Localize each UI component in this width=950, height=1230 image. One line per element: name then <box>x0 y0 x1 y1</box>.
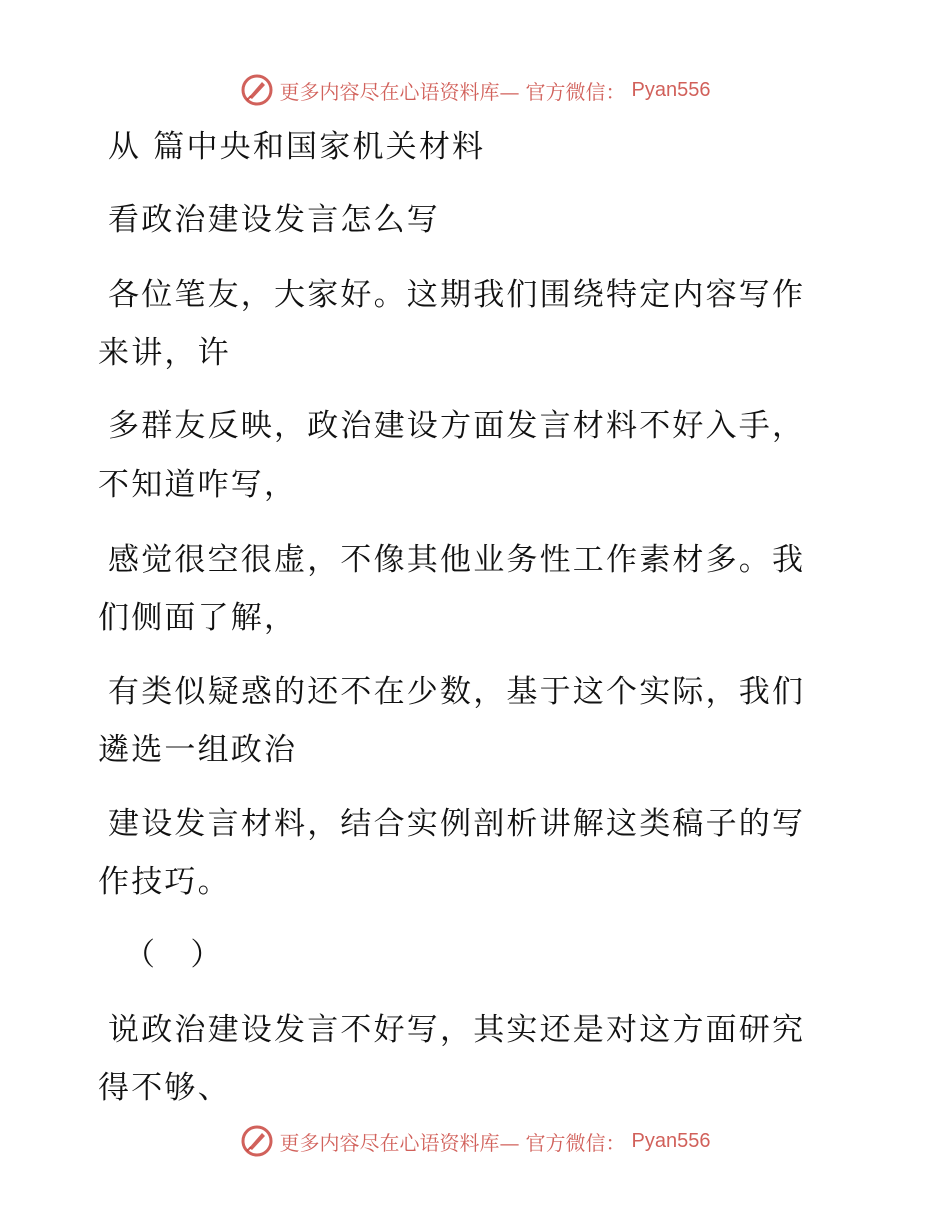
watermark-text: 更多内容尽在心语资料库— <box>279 1130 520 1155</box>
watermark-wechat-id: Pyan556 <box>631 1129 711 1152</box>
paragraph-line: 各位笔友，大家好。这期我们围绕特定内容写作 <box>108 277 806 313</box>
paragraph-line: 建设发言材料，结合实例剖析讲解这类稿子的写 <box>108 806 806 842</box>
watermark-wechat-label: 官方微信： <box>525 79 626 104</box>
title-line-2: 看政治建设发言怎么写 <box>108 202 440 238</box>
quill-logo-icon <box>240 1124 274 1158</box>
paragraph-line: 多群友反映，政治建设方面发言材料不好入手， <box>108 408 806 444</box>
paragraph-line: 有类似疑惑的还不在少数，基于这个实际，我们 <box>108 674 806 710</box>
paragraph-line: 作技巧。 <box>98 864 231 900</box>
watermark-text: 更多内容尽在心语资料库— <box>279 79 520 104</box>
paragraph-line: 不知道咋写， <box>98 467 298 503</box>
paragraph-line: （ ） <box>124 937 224 973</box>
paragraph-line: 们侧面了解， <box>98 600 298 636</box>
quill-logo-icon <box>240 73 274 107</box>
watermark-wechat-label: 官方微信： <box>525 1130 626 1155</box>
title-line-1: 从 篇中央和国家机关材料 <box>108 129 486 165</box>
footer-watermark <box>0 1121 950 1161</box>
paragraph-line: 得不够、 <box>98 1070 231 1106</box>
paragraph-line: 来讲，许 <box>98 335 231 371</box>
watermark-wechat-id: Pyan556 <box>631 78 711 101</box>
paragraph-line: 感觉很空很虚，不像其他业务性工作素材多。我 <box>108 542 806 578</box>
paragraph-line: 说政治建设发言不好写，其实还是对这方面研究 <box>108 1012 806 1048</box>
paragraph-line: 遴选一组政治 <box>98 732 298 768</box>
header-watermark <box>0 70 950 110</box>
